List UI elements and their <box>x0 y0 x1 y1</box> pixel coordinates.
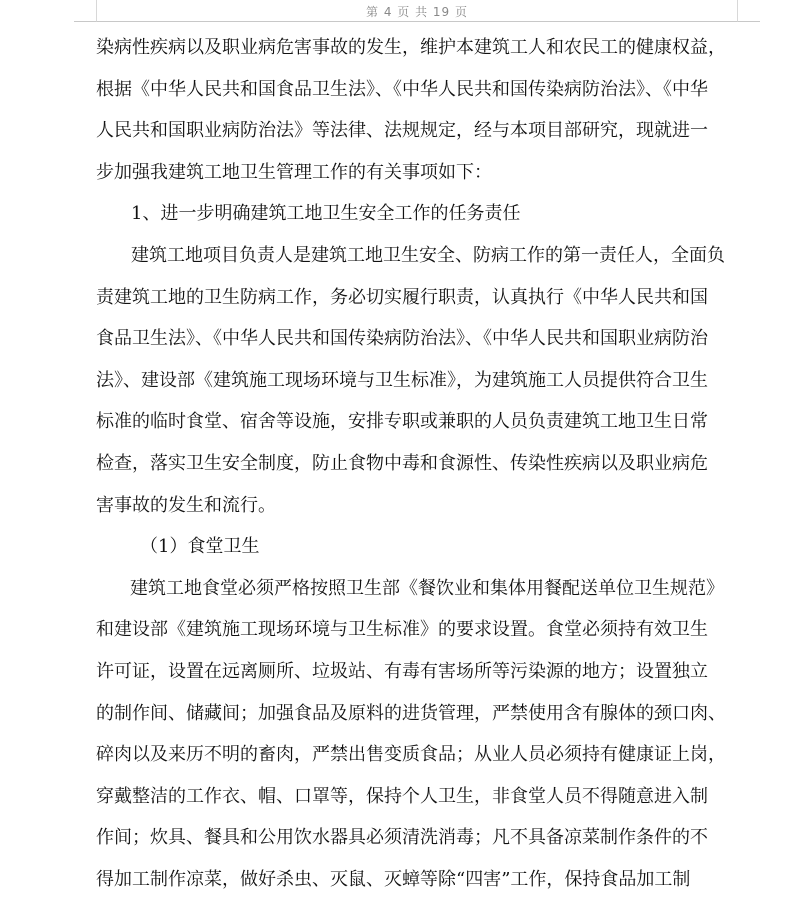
text-line: 的制作间、储藏间；加强食品及原料的进货管理，严禁使用含有腺体的颈口肉、 <box>96 702 726 724</box>
text-line: 碎肉以及来历不明的畜肉，严禁出售变质食品；从业人员必须持有健康证上岗， <box>96 744 726 766</box>
margin-corner-mark-right <box>738 21 760 22</box>
page-indicator: 第 4 页 共 19 页 <box>366 5 468 19</box>
text-line: 和建设部《建筑施工现场环境与卫生标准》的要求设置。食堂必须持有效卫生 <box>96 619 708 641</box>
section-heading: 1、进一步明确建筑工地卫生安全工作的任务责任 <box>131 203 521 225</box>
text-line: 责建筑工地的卫生防病工作，务必切实履行职责，认真执行《中华人民共和国 <box>96 286 708 308</box>
text-line: 法》、建设部《建筑施工现场环境与卫生标准》，为建筑施工人员提供符合卫生 <box>96 369 708 391</box>
page-header <box>96 0 738 22</box>
text-line: 步加强我建筑工地卫生管理工作的有关事项如下： <box>96 161 492 183</box>
text-line: 害事故的发生和流行。 <box>96 494 276 516</box>
text-line: 穿戴整洁的工作衣、帽、口罩等，保持个人卫生，非食堂人员不得随意进入制 <box>96 785 708 807</box>
subsection-heading: （1）食堂卫生 <box>140 536 260 558</box>
text-line: 得加工制作凉菜，做好杀虫、灭鼠、灭蟑等除“四害”工作，保持食品加工制 <box>96 868 691 890</box>
paragraph-first-line: 建筑工地项目负责人是建筑工地卫生安全、防病工作的第一责任人，全面负 <box>131 244 725 266</box>
paragraph-first-line: 建筑工地食堂必须严格按照卫生部《餐饮业和集体用餐配送单位卫生规范》 <box>130 577 724 599</box>
text-line: 作间；炊具、餐具和公用饮水器具必须清洗消毒；凡不具备凉菜制作条件的不 <box>96 827 708 849</box>
text-line: 染病性疾病以及职业病危害事故的发生，维护本建筑工人和农民工的健康权益， <box>96 37 726 58</box>
text-line: 人民共和国职业病防治法》等法律、法规规定，经与本项目部研究，现就进一 <box>96 120 708 142</box>
text-line: 食品卫生法》、《中华人民共和国传染病防治法》、《中华人民共和国职业病防治 <box>96 328 708 350</box>
text-line: 许可证，设置在远离厕所、垃圾站、有毒有害场所等污染源的地方；设置独立 <box>96 660 708 682</box>
text-line: 检查，落实卫生安全制度，防止食物中毒和食源性、传染性疾病以及职业病危 <box>96 452 708 474</box>
text-line: 根据《中华人民共和国食品卫生法》、《中华人民共和国传染病防治法》、《中华 <box>96 78 708 100</box>
document-body <box>96 27 740 900</box>
margin-corner-mark-left <box>74 21 96 22</box>
text-line: 标准的临时食堂、宿舍等设施，安排专职或兼职的人员负责建筑工地卫生日常 <box>96 411 708 433</box>
